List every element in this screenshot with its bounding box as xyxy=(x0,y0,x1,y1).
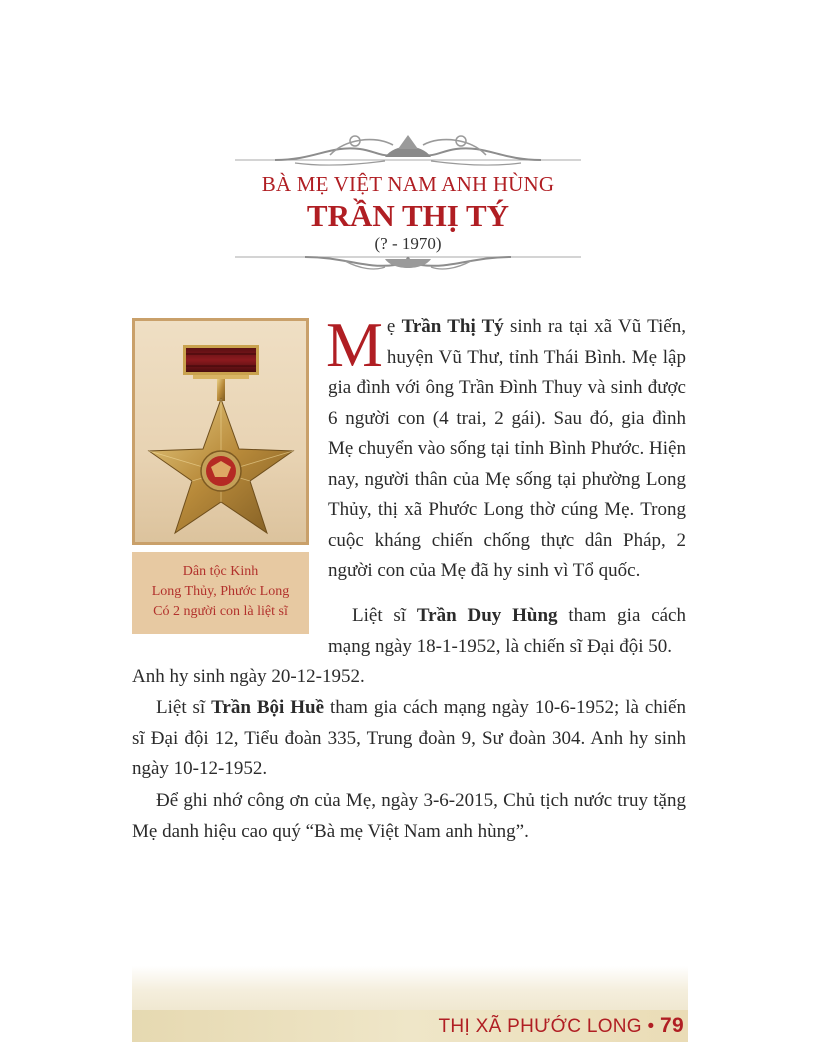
martyr-1-death: Anh hy sinh ngày 20-12-1952. xyxy=(132,666,365,687)
intro-text-a: ẹ xyxy=(386,316,402,337)
caption-line-ethnicity: Dân tộc Kinh xyxy=(182,564,259,579)
martyr-2-name: Trần Bội Huề xyxy=(211,697,325,718)
caption-line-location: Long Thủy, Phước Long xyxy=(151,584,290,599)
footer-separator: • xyxy=(647,1016,655,1037)
paragraph-intro xyxy=(326,309,686,587)
footer-section: THỊ XÃ PHƯỚC LONG xyxy=(438,1016,642,1037)
mother-name: Trần Thị Tý xyxy=(401,316,504,337)
paragraph-honor: Để ghi nhớ công ơn của Mẹ, ngày 3-6-2015, Chủ tịch nước truy tặng Mẹ danh hiệu cao quý “Bà mẹ Việt Nam anh hùng”. xyxy=(132,790,686,842)
caption-line-martyrs: Có 2 người con là liệt sĩ xyxy=(153,604,288,619)
martyr-1-text: tham gia cách mạng ngày 18-1-1952, là chiến sĩ Đại đội 50. xyxy=(328,605,686,657)
page-number: 79 xyxy=(660,1014,684,1037)
paragraph-martyr-2 xyxy=(132,693,686,785)
ornament-bottom-icon xyxy=(235,249,581,275)
footer-page-label xyxy=(439,1014,684,1038)
intro-text-b: sinh ra tại xã Vũ Tiến, huyện Vũ Thư, tỉnh Thái Bình. Mẹ lập gia đình với ông Trần Đình Thuy và sinh được 6 người con (4 trai, 2 gái). Sau đó, gia đình Mẹ chuyển vào sống tại tỉnh Bình Phước. Hiện nay, người thân của Mẹ sống tại phường Long Thủy, thị xã Phước Long thờ cúng Mẹ. Trong cuộc kháng chiến chống thực dân Pháp, 2 người con của Mẹ đã hy sinh vì Tổ quốc. xyxy=(328,316,686,581)
photo-caption xyxy=(132,552,309,634)
medal-star-icon xyxy=(135,321,306,542)
martyr-1-prefix: Liệt sĩ xyxy=(352,605,417,626)
medal-photo xyxy=(132,318,309,545)
page-title: TRẦN THỊ TÝ xyxy=(306,198,510,233)
drop-cap: M xyxy=(326,309,383,380)
martyr-2-text: tham gia cách mạng ngày 10-6-1952; là chiến sĩ Đại đội 12, Tiểu đoàn 335, Trung đoàn 9, Sư đoàn 304. Anh hy sinh ngày 10-12-1952. xyxy=(132,697,686,779)
life-years: (? - 1970) xyxy=(374,234,442,253)
ornament-top-icon xyxy=(235,127,581,169)
paragraph-martyr-1 xyxy=(328,601,686,662)
martyr-2-prefix: Liệt sĩ xyxy=(156,697,212,718)
page-subtitle: BÀ MẸ VIỆT NAM ANH HÙNG xyxy=(261,172,555,196)
martyr-1-name: Trần Duy Hùng xyxy=(416,605,558,626)
